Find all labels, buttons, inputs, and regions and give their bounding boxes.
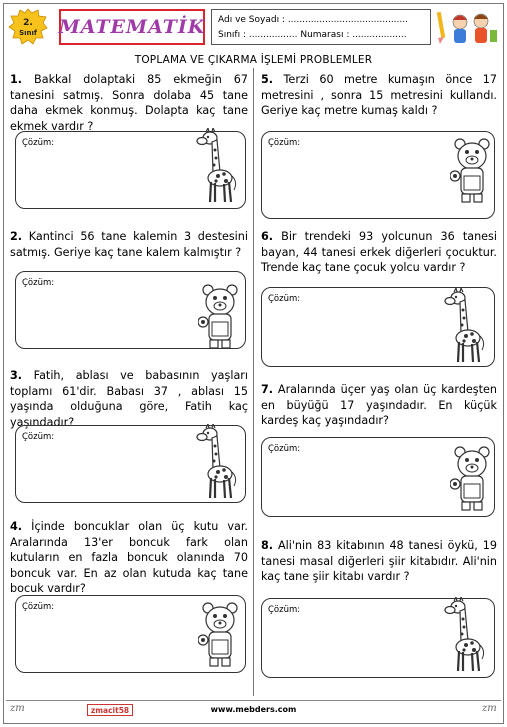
footer-divider xyxy=(6,700,501,701)
problem-3-number: 3. xyxy=(10,369,23,382)
subject-title-box xyxy=(59,9,205,45)
name-line: Adı ve Soyadı : .......................................... xyxy=(218,15,408,25)
problem-8 xyxy=(261,538,497,585)
footer-site-link[interactable]: www.mebders.com xyxy=(210,705,297,714)
problem-7 xyxy=(261,382,497,429)
problem-5 xyxy=(261,72,497,119)
problem-2 xyxy=(10,229,248,260)
class-line: Sınıfı : ................. Numarası : ................... xyxy=(218,30,407,40)
problem-6 xyxy=(261,229,497,276)
problem-8-number: 8. xyxy=(261,539,274,552)
problem-1-number: 1. xyxy=(10,73,23,86)
solution-label: Çözüm: xyxy=(22,432,55,442)
giraffe-icon xyxy=(434,288,494,366)
problem-2-text: Kantinci 56 tane kalemin 3 destesini satmış. Geriye kaç tane kalem kalmıştır ? xyxy=(10,230,248,259)
solution-label: Çözüm: xyxy=(268,444,301,454)
bear-icon xyxy=(198,600,242,670)
pencil-badge-icon xyxy=(8,8,48,46)
worksheet-title: TOPLAMA VE ÇIKARMA İŞLEMİ PROBLEMLER xyxy=(134,54,373,66)
problem-7-text: Aralarında üçer yaş olan üç kardeşten en büyüğü 17 yaşındadır. En küçük kardeş kaç yaşındadır? xyxy=(261,383,497,428)
solution-label: Çözüm: xyxy=(268,605,301,615)
student-info-box xyxy=(211,9,431,45)
problem-1 xyxy=(10,72,248,134)
solution-label: Çözüm: xyxy=(268,294,301,304)
column-divider xyxy=(253,68,254,696)
solution-label: Çözüm: xyxy=(22,138,55,148)
solution-label: Çözüm: xyxy=(268,138,301,148)
grade-number: 2. xyxy=(23,18,33,28)
problem-6-text: Bir trendeki 93 yolcunun 36 tanesi bayan, 44 tanesi erkek diğerleri çocuktur. Trende kaç tane çocuk yolcu vardır ? xyxy=(261,230,497,275)
problem-4-text: İçinde boncuklar olan üç kutu var. Aralarında 13'er boncuk fark olan kutuların en fazla boncuk olanında 70 boncuk var. En az olan kutuda kaç tane bocuk vardır? xyxy=(10,520,248,596)
footer-mark-right: zm xyxy=(482,703,497,714)
problem-5-number: 5. xyxy=(261,73,274,86)
bear-icon xyxy=(198,282,242,352)
solution-label: Çözüm: xyxy=(22,278,55,288)
footer-tag: zmacit58 xyxy=(87,704,133,716)
giraffe-icon xyxy=(186,128,246,206)
kids-icon xyxy=(436,8,500,48)
problem-3 xyxy=(10,368,248,430)
problem-4 xyxy=(10,519,248,597)
problem-4-number: 4. xyxy=(10,520,23,533)
subject-title: MATEMATİK xyxy=(58,16,206,38)
bear-icon xyxy=(450,136,494,206)
problem-6-number: 6. xyxy=(261,230,274,243)
bear-icon xyxy=(450,444,494,514)
problem-1-text: Bakkal dolaptaki 85 ekmeğin 67 tanesini satmış. Sonra dolaba 45 tane daha ekmek konmuş. Dolapta kaç tane ekmek vardır ? xyxy=(10,73,249,133)
problem-8-text: Ali'nin 83 kitabının 48 tanesi öykü, 19 tanesi masal diğerleri şiir kitabıdır. Ali'nin kaç tane şiir kitabı vardır ? xyxy=(261,539,497,584)
giraffe-icon xyxy=(434,597,494,675)
problem-5-text: Terzi 60 metre kumaşın önce 17 metresini , sonra 15 metresini kullandı. Geriye kaç metre kumaş kaldı ? xyxy=(261,73,497,118)
solution-label: Çözüm: xyxy=(22,602,55,612)
grade-badge xyxy=(8,8,48,46)
grade-label: Sınıf xyxy=(19,29,37,37)
problem-2-number: 2. xyxy=(10,230,23,243)
footer-mark-left: zm xyxy=(10,703,25,714)
giraffe-icon xyxy=(186,424,246,502)
problem-7-number: 7. xyxy=(261,383,274,396)
problem-3-text: Fatih, ablası ve babasının yaşları toplamı 61'dir. Babası 37 , ablası 15 yaşında olduğuna göre, Fatih kaç yaşındadır? xyxy=(10,369,249,429)
